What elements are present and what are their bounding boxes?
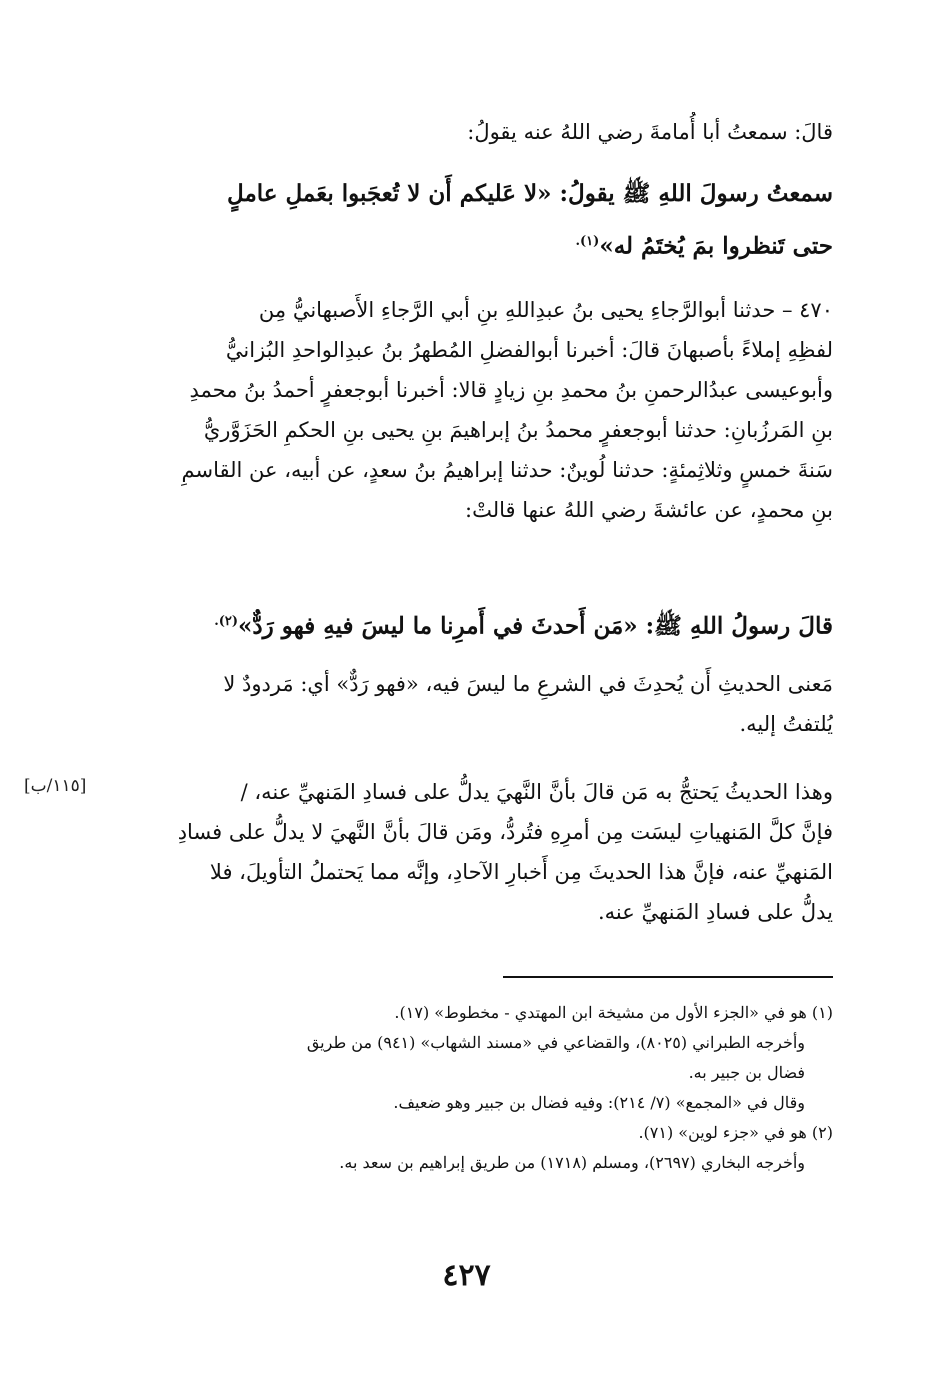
hadith-2-line (100, 598, 833, 651)
discussion-line: وهذا الحديثُ يَحتجُّ به مَن قالَ بأنَّ النَّهيَ يدلُّ على فسادِ المَنهيِّ عنه، / (240, 780, 833, 804)
manuscript-folio-marker: [١١٥/ب] (24, 776, 87, 796)
isnad-line: ٤٧٠ – حدثنا أبوالرَّجاءِ يحيى بنُ عبدِاللهِ بنِ أبي الرَّجاءِ الأَصبهانيُّ مِن (258, 298, 833, 322)
isnad-line: وأبوعيسى عبدُالرحمنِ بنُ محمدِ بنِ زيادٍ قالا: أخبرنا أبوجعفرٍ أحمدُ بنُ محمدِ (189, 378, 833, 402)
footnote-line: وقال في «المجمع» (٧/ ٢١٤): وفيه فضال بن جبير وهو ضعيف. (393, 1093, 805, 1112)
meaning-paragraph (100, 664, 833, 744)
hadith-1 (100, 170, 833, 271)
footnote-ref-1: (١). (575, 234, 600, 249)
footnote-line: وأخرجه البخاري (٢٦٩٧)، ومسلم (١٧١٨) من طريق إبراهيم بن سعد به. (339, 1153, 805, 1172)
hadith-2 (100, 598, 833, 651)
isnad-line: بنِ المَرزُبانِ: حدثنا أبوجعفرٍ محمدُ بنُ إبراهيمَ بنِ يحيى بنِ الحكمِ الحَزَوَّريُّ (203, 418, 833, 442)
intro-line: قالَ: سمعتُ أبا أُمامةَ رضي اللهُ عنه يقولُ: (467, 120, 833, 144)
footnote-line: (٢) هو في «جزء لوين» (٧١). (638, 1123, 833, 1142)
intro-paragraph (100, 112, 833, 152)
meaning-line: مَعنى الحديثِ أَن يُحدِثَ في الشرعِ ما ليسَ فيه، «فهو رَدٌّ» أي: مَردودٌ لا (223, 672, 833, 696)
discussion-line: فإنَّ كلَّ المَنهياتِ ليسَت مِن أمرِهِ فتُردُّ، ومَن قالَ بأنَّ النَّهيَ لا يدلُّ على فسادِ (177, 820, 833, 844)
isnad-line: لفظِهِ إملاءً بأصبهانَ قالَ: أخبرنا أبوالفضلِ المُطهرُ بنُ عبدِالواحدِ البُزانيُّ (225, 338, 833, 362)
footnotes (100, 998, 833, 1178)
discussion-line: يدلُّ على فسادِ المَنهيِّ عنه. (597, 900, 833, 924)
isnad-line: سَنةَ خمسٍ وثلاثِمئةٍ: حدثنا لُوينٌ: حدثنا إبراهيمُ بنُ سعدٍ، عن أبيه، عن القاسمِ (181, 458, 833, 482)
page-number: ٤٢٧ (442, 1258, 491, 1293)
discussion-paragraph (100, 772, 833, 932)
footnote-ref-2: (٢). (214, 614, 239, 629)
footnote-separator (503, 976, 833, 978)
hadith-2-text: قالَ رسولُ اللهِ ﷺ: «مَن أَحدثَ في أَمرِنا ما ليسَ فيهِ فهو رَدٌّ» (238, 612, 833, 640)
footnote-line: (١) هو في «الجزء الأول من مشيخة ابن المهتدي - مخطوط» (١٧). (394, 1003, 833, 1022)
discussion-line: المَنهيِّ عنه، فإنَّ هذا الحديثَ مِن أَخبارِ الآحادِ، وإنَّه مما يَحتملُ التأويلَ، فلا (209, 860, 833, 884)
footnote-line: وأخرجه الطبراني (٨٠٢٥)، والقضاعي في «مسند الشهاب» (٩٤١) من طريق (306, 1033, 805, 1052)
footnote-line: فضال بن جبير به. (688, 1063, 805, 1082)
meaning-line: يُلتفتُ إليه. (739, 712, 833, 736)
isnad-paragraph (100, 290, 833, 530)
hadith-1-line-1: سمعتُ رسولَ اللهِ ﷺ يقولُ: «لا عَليكم أَن لا تُعجَبوا بعَملِ عاملٍ (227, 180, 833, 207)
isnad-line: بنِ محمدٍ، عن عائشةَ رضي اللهُ عنها قالتْ: (465, 498, 833, 522)
hadith-1-text-end: حتى تَنظروا بمَ يُختَمُ له» (599, 232, 833, 260)
hadith-1-line-2 (100, 218, 833, 271)
